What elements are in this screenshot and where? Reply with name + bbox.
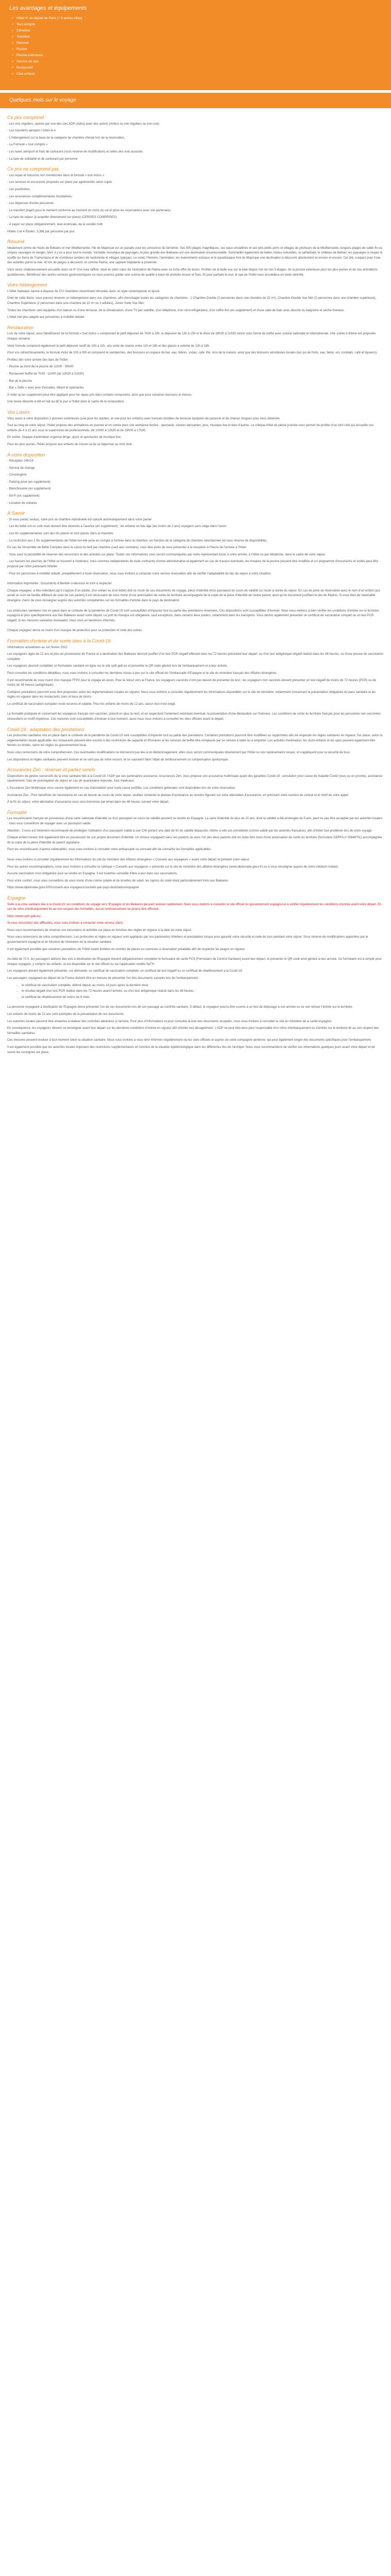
paragraph: - Les lits bébé ont un coût mais doivent être réservés à l'avance (en supplément) ; les enfants en bas âge (les moins de 2 ans) voyagent sans siège dans l'avion xyxy=(7,525,226,529)
advantages-panel xyxy=(0,0,391,90)
content-section xyxy=(7,625,384,634)
paragraph: - Pour les personnes à mobilité réduite, préalablement à toute réservation, nous vous invitons à contacter notre service réservation afin de vérifier l'adaptabilité du lieu de séjour à votre situation. xyxy=(7,572,272,575)
paragraph: - Restaurant buffet de 7h30 - 11h00 (de 13h30 à 21h30) xyxy=(7,372,84,376)
paragraph: Les dispositions et règles sanitaires peuvent évoluer et ne sont pas de notre ressort, et ne sauraient faire l'objet de remboursement ou compensation quelconque. xyxy=(7,758,229,761)
paragraph: Les enfants de moins de 12 ans sont exemptés de la présentation de ces documents. xyxy=(7,1013,125,1016)
paragraph: Pour consulter les conditions détaillées, nous vous invitons à consulter les dernières mises à jour sur le site officiel de l'Ambassade d'Espagne et le site du ministère français des Affaires étrangères. xyxy=(7,671,278,675)
paragraph: Idéalement (entre de Hauts de Bobains et mer Méditerranée, l'île de Majorque est un paradis pour les amoureux du farniente. Ses 500 plages magnifiques, ses eaux cristallines et ses jolis petits ports et villages de pêcheurs de la Méditerranée, longues plages de sable fin ou criques sauvages et vierges, bref, il y en a pour tout le monde. Véritable mosaïque de paysages, la plus grande des Baléares est une destination incontournable. Sommeiller également de belles visites culturelles, la cathédrale, le château de Bellver, les paysages à couper le souffle du Serra de Tramuntana et de nombreux sentiers de randonnée et villages typiques. Le soleil, l'histoire, l'animation, les événements estivaux et le paradisiaque font de Majorque une destination à découvrir absolument et encore et encore. Cet été, craquez pour l'une des activités parmi la mer, 40 km de plages à découvrir, et comme Palma, une capitale trépidante à proximité. xyxy=(7,246,383,265)
advantage-item: ✓ Tout compris xyxy=(11,22,384,28)
warning-paragraph: Si vous rencontrez des difficultés, nous vous invitons à contacter notre service client. xyxy=(7,922,124,925)
paragraph: L'hôtel met peu adapté aux personnes à mobilité réduite. xyxy=(7,316,85,319)
content-section xyxy=(7,240,384,278)
paragraph: Chaque voyageur, à titre individuel (qu'il s'agisse d'un adulte, d'un enfant ou d'un bébé) doit se munir de ses documents de voyage, pièce d'identité et/ou passeport en cours de validité sur toute la durée du séjour. En cas de prise de réservation avec le nom d'un enfant (qui aurait un nom de famille différent de celui de son parent) il est nécessaire de vous munir d'une autorisation de sortie de territoire accompagnée de la copie de la pièce d'identité de l'autre parent, ainsi qu'un document justifiant le lien de filiation. Si vous êtes de nationalité étrangère, merci de vous renseigner auprès des autorités compétentes sur les formalités d'entrée dans le pays de destination. xyxy=(7,589,380,602)
paragraph: - Les vols réguliers, opérés par une des cies ADP (Adria) avec des avions (Airbus ou non réguliers ou low cost) xyxy=(7,122,159,126)
bullet-item: • le certificat de rétablissement de moins de 6 mois. xyxy=(22,995,384,1001)
paragraph: - Bar de la piscine xyxy=(7,379,32,383)
paragraph: Les voyageurs âgés de 12 ans et plus en provenance de France et à destination des Baléares devront justifier d'un test PCR négatif effectué dans les 72 heures précédant leur départ, ou d'un test antigénique négatif réalisé dans les 48 heures, ou d'une preuve de vaccination complète. xyxy=(7,653,384,661)
section-heading: Assurances Zen : réserver et partez serein xyxy=(7,767,95,773)
paragraph: - Les lits supplémentaires sont des lits pliants et sont placés dans la chambre xyxy=(7,532,113,536)
paragraph: Vous aurez à votre disposition 2 piscines extérieures (une pour les adultes, et une pour les enfants) avec transats bordées de terrasse équipées de parasols et de chaises longues pour vous détendre. xyxy=(7,417,281,420)
paragraph: - Les repas et boissons non mentionnés dans la formule « tout inclus » xyxy=(7,174,104,177)
content-section xyxy=(7,167,384,234)
paragraph: Chaque enfant mineur doit également être en possession de son propre document d'identité. Un mineur voyageant sans ses parents ou avec l'un des deux parents doit en outre être muni d'une autorisation de sortie du territoire (formulaire CERFA n°15646*01) accompagnée de la copie de la pièce d'identité du parent signataire. xyxy=(7,836,382,844)
advantage-item: ✓ Piscine xyxy=(11,46,384,53)
paragraph: Pour les ressortissants d'autres nationalités, nous vous invitons à consulter votre ambassade ou consulat afin de connaître les formalités applicables. xyxy=(7,848,212,852)
advantage-item: ✓ Restaurant xyxy=(11,65,384,71)
paragraph: - Le transfert (trajet) pour le moment conforme au moment du choix du vol et prise les réservations avec son partenaire, xyxy=(7,209,171,212)
advantage-item: ✓ Transfert xyxy=(11,34,384,40)
paragraph: - Service de change xyxy=(7,466,35,470)
advantage-item: ✓ Pension xyxy=(11,40,384,46)
paragraph: - Les assurances complémentaires facultatives, xyxy=(7,195,73,198)
paragraph: - La taxe de solidarité et de carburant par personne xyxy=(7,157,78,161)
paragraph: Assistance Zen : Pour bénéficier de l'assistance en cas de besoin au cours de votre séjour, veuillez contacter le plateau d'assistance au numéro figurant sur votre attestation d'assurance, en précisant votre numéro de contrat et le motif de votre appel. xyxy=(7,793,349,797)
paragraph: - À payer sur place obligatoirement, taxe écolocale, de la société mdit xyxy=(7,223,103,226)
content-section xyxy=(7,896,384,952)
paragraph: Il est également possible que certaines prestations de l'hôtel soient limitées en nombre de places ou soumises à réservation préalable afin de respecter les jauges en vigueur. xyxy=(7,947,246,951)
paragraph: Hôtels 3 et 4 Étoiles: 3,39€ par personne par jour xyxy=(7,230,75,233)
paragraph: Ces mesures peuvent évoluer à tout moment selon la situation sanitaire. Nous vous invitons à vous tenir informés régulièrement via les sites officiels et auprès de votre compagnie aérienne, qui peut également exiger des documents spécifiques pour l'embarquement. xyxy=(7,1039,372,1042)
paragraph: En soirée, l'équipe d'animation organise bingo, quizz et spectacles de musique live. xyxy=(7,436,122,439)
paragraph: Aucune vaccination n'est obligatoire pour se rendre en Espagne. Il est toutefois conseillé d'être à jour dans ses vaccinations. xyxy=(7,872,178,876)
content-section xyxy=(7,579,384,603)
paragraph: - La Formule « tout compris » xyxy=(7,143,48,147)
content-section xyxy=(7,453,384,506)
section-heading: Espagne xyxy=(7,895,26,901)
paragraph: En cas de l'ensemble de Bébé Comptés dans le calcul du tarif par chambre (sauf avis contraire), vous êtes priés de vous présenter à la réception à l'heure de l'arrivée à l'hôtel. xyxy=(7,546,247,550)
warning-paragraph: Suite à la crise sanitaire liée à la Covid-19, les conditions de voyage vers l'Espagne et les Baléares peuvent évoluer rapidement. Nous vous invitons à consulter le site officiel du gouvernement espagnol et à vérifier régulièrement les conditions d'entrée avant votre départ. En cas de refus d'embarquement lié au non-respect des formalités, aucun remboursement ne pourra être effectué. xyxy=(7,903,382,911)
advantages-list xyxy=(9,15,384,77)
paragraph: Nous vous remercions de votre compréhension. Les protocoles et règles en vigueur sont appliqués par nos partenaires hôteliers et prestataires locaux pour garantir votre sécurité et celle de tous pendant votre séjour. Sous réserve de modifications apportées par le gouvernement espagnol et en fonction de l'évolution de la situation sanitaire. xyxy=(7,936,368,944)
content-section xyxy=(7,810,384,853)
bullet-list xyxy=(7,984,384,1001)
section-heading: À votre disposition xyxy=(7,452,45,457)
paragraph: https://www.diplomatie.gouv.fr/fr/conseils-aux-voyageurs/conseils-par-pays-destination/espagne/ xyxy=(7,886,139,890)
paragraph: - Conciergerie xyxy=(7,473,27,477)
paragraph: - Les services et excursions proposés sur place par agrémentés selon sujets xyxy=(7,181,112,184)
section-heading: Résumé xyxy=(7,239,25,245)
section-heading: Formalité xyxy=(7,809,27,815)
paragraph: Les passagers voyageant au départ de la France doivent être en mesure de présenter l'un des documents suivants lors de l'embarquement : xyxy=(7,977,200,980)
paragraph: Lors de votre séjour, vous bénéficierez de la formule « tout inclus » comprenant le petit déjeuner de 7h30 à 10h, le déjeuner de 13h à 15h et le dîner de 19h30 à 21h30 servis sous forme de buffet avec cuisine nationale et internationale. Une soirée à thème est proposée chaque semaine. xyxy=(7,332,376,341)
paragraph: - Les transferts aéroport / hôtel et A xyxy=(7,129,56,133)
paragraph: - Les bassins les piscines de l'hôtel se trouvent à l'extérieur, nous sommes indépendants de toute contrainte d'ordre administrative et également en cas de travaux éventuels, les horaires de la piscine peuvent être modifiés et un programme d'excursions et visites peut être proposé par notre partenaire hôtelier. xyxy=(7,560,379,568)
paragraph: Dispositions de gestes successifs de la crise sanitaire liée à la Covid-19, l'ADP par ses partenaires assurance, Assurances Zen, vous propose une assurance multirisque ayant des garanties Covid-19 : annulation pour cause de maladie Covid (vous ou un proche), assistance rapatriement, frais de prolongation de séjour en cas de quarantaine imposée, frais médicaux. xyxy=(7,774,383,783)
paragraph: - Réception 24h/24 xyxy=(7,460,34,463)
paragraph: Doté de cette literie, vous pouvez réserver un hébergement dans nos chambres, afin d'envisager toutes les catégories de chambres : 1 Chambre Double (2 personnes dans une chambre de 22 m²), Chambre Double Vue Mer (2 personnes dans une chambre supérieure), Chambre Supérieure (2 personnes dans une chambre de 22 m² ou 3 adultes), Junior Suite Vue Mer. xyxy=(7,297,377,306)
paragraph: - Piscine au bord de la piscine de 11h00 - 00h00 xyxy=(7,365,74,369)
content-section xyxy=(7,1002,384,1055)
paragraph: Nous vous remercions de votre compréhension. Ces éventuelles modifications ne donneront pas lieu à un dédommagement, elles vous seront communiquées directement par l'hôtel ou nos représentants locaux, et s'appliquent pour la sécurité de tous. xyxy=(7,751,351,755)
content-section xyxy=(7,709,384,722)
content-section xyxy=(7,954,384,1000)
paragraph: À la fin du séjour, votre attestation d'assurance vous sera transmise par email dans les 48 heures suivant votre départ. xyxy=(7,801,170,804)
paragraph: - L'hébergement sur la base de la catégorie de chambre choisie lors de la réservation, xyxy=(7,136,125,140)
content-section xyxy=(7,727,384,763)
content-section xyxy=(7,326,384,405)
paragraph: Pour votre confort, nous vous conseillons de vous munir d'une crème solaire et de lunettes de soleil, les rayons du soleil étant particulièrement forts aux Baléares. xyxy=(7,879,229,883)
content-section xyxy=(7,606,384,624)
paragraph: La formalité pratiquée et concernant les voyageurs français non vaccinés, prévoit en plus du test, et en respectant l'isolement volontaire éventuel, la présentation d'une déclaration sur l'honneur. Les conditions de sortie du territoire français pour les personnes non vaccinées nécessitent un motif impérieux. Ces mesures sont susceptibles d'évoluer à tout moment, aussi nous vous invitons à consulter les sites officiels avant le départ. xyxy=(7,713,381,721)
paragraph: - La taxe de séjour (à acquitter directement sur place) (CERISES COMPRISES) xyxy=(7,216,117,219)
advantage-item: ✓ Piscine extérieure xyxy=(11,53,384,59)
paragraph: - La restriction aux 2 lits supplémentaires de l'hôtel est-elle prise en compte à l'entrée dans la chambre, en fonction de la catégorie de chambre sélectionnée (et sous réserve de disponibilité). xyxy=(7,539,268,543)
paragraph: Attention : il vous est fortement recommandé de privilégier l'utilisation d'un passeport valide à une CNI portant une date de fin de validité dépassée, même si elle est considérée comme valide par les autorités françaises, afin d'éviter tout problème lors de votre voyage. xyxy=(7,829,373,833)
paragraph: - Bar « Sello » avec jeux d'arcades, billard et spectacles xyxy=(7,386,84,390)
paragraph: Chaque voyageur devra se munir d'un masque de protection pour sa protection et celle des autres. xyxy=(7,629,143,633)
paragraph: Certaines prestations pourront vous être proposées selon les réglementations locales en vigueur. Nous vous invitons à consulter régulièrement les informations disponibles sur le site du ministère, notamment concernant la présentation obligatoire du pass sanitaire et les règles en vigueur dans les restaurants, bars et lieux de loisirs. xyxy=(7,690,376,699)
section-heading: Formalités d'entrée et de sortie liées à la Covid-19 xyxy=(7,638,111,643)
paragraph: Il est recommandé de vous munir d'un masque FFP2 pour le voyage en avion. Pour le retour vers la France, les voyageurs vaccinés n'ont pas besoin de présenter de test ; les voyageurs non vaccinés doivent présenter un test négatif de moins de 72 heures (PCR) ou de moins de 48 heures (antigénique). xyxy=(7,679,377,687)
section-heading: À Savoir xyxy=(7,511,25,516)
paragraph: Les ressortissants français en possession d'une carte nationale d'identité ou d'un passeport en cours de validité peuvent se rendre en Espagne. La carte d'identité de plus de 10 ans, dont la validité a été prolongée de 5 ans, peut ne pas être acceptée par les autorités locales ; nous vous conseillons de voyager avec un passeport valide. xyxy=(7,817,382,825)
paragraph: Les autorités locales peuvent être amenées à réaliser des contrôles aléatoires à l'arrivée. Pour plus d'informations et pour consulter la liste des documents acceptés, nous vous invitons à consulter le site du ministère de la santé espagnol. xyxy=(7,1020,332,1023)
content-section xyxy=(7,855,384,891)
paragraph: Nous vous recommandons de réserver vos excursions et activités sur place en fonction des règles en vigueur à la date de votre séjour. xyxy=(7,928,192,932)
paragraph: Les voyageurs doivent également présenter, sur demande, un certificat de vaccination complète, un certificat de test négatif ou un certificat de rétablissement à la Covid-19. xyxy=(7,970,243,973)
paragraph: - Les dépenses d'ordre personnel, xyxy=(7,202,54,206)
paragraph: - Blanchisserie (en supplément) xyxy=(7,487,51,491)
paragraph: Vous serez chaleureusement accueillis dans ce 4* d'un luxe raffiné, situé en plein cœur de l'animation de Palma avec sa riche offre de loisirs. Profitez de la belle vue sur la baie depuis l'un de nos 5 étages, de la piscine extérieure pour les plus jeunes et de nos animations quotidiennes. Bénéficiez des autres services gastronomiques où vous pourrez goûter une cuisine de qualité à base de produits locaux et frais. Et pour parfaire le tout, le spa de l'hôtel vous accueillera en toute sérénité. xyxy=(7,268,378,277)
warning-paragraph: https://www.spth.gob.es/ xyxy=(7,914,41,918)
paragraph: Les protocoles sanitaires mis en place dans le contexte de la pandémie de Covid-19 sont susceptibles d'impacter tout ou partie des prestations. Certaines prestations pourront être modifiées ou supprimées afin de respecter les règles sanitaires en vigueur. Sur place, selon la réglementation locale applicable, les restaurants peuvent être soumis à des restrictions de capacité et d'horaires et les services de buffet être remplacés par un service à table ou à emporter. Les activités d'animation, les clubs enfants et les spas peuvent également être fermés ou limités, selon les règles du gouvernement local. xyxy=(7,734,383,748)
advantage-item: ✓ Climatisé xyxy=(11,28,384,34)
bullet-item: • le certificat de vaccination complète, délivré depuis au moins 14 jours après la dernière dose ; xyxy=(22,984,384,989)
paragraph: Les protocoles sanitaires mis en place dans le contexte de la pandémie de Covid-19 sont susceptibles d'impacter tout ou partie des prestations réservées. Ces dispositions sont susceptibles d'évoluer. Nous vous invitons à bien vérifier les conditions d'entrée sur le territoire espagnol et plus spécifiquement aux îles Baléares avant votre départ. Le port du masque est obligatoire, sauf exceptions, dans certains lieux publics, notamment dans les transports. Vous devrez également présenter un certificat de vaccination complet ou un test PCR négatif. Si les mesures sanitaires évoluaient, nous vous en tiendrions informés. xyxy=(7,609,379,622)
paragraph: En conséquence, les voyageurs doivent se renseigner avant leur départ sur les dernières conditions d'entrée en vigueur afin d'éviter tout désagrément. L'ADP ne peut être tenu pour responsable d'un refus d'embarquement ou d'entrée sur le territoire lié au non-respect des formalités sanitaires. xyxy=(7,1027,379,1035)
paragraph: Il est également possible que les autorités locales imposent des restrictions supplémentaires en fonction de la situation épidémiologique dans les différentes îles de l'archipel. Nous vous recommandons de vérifier ces informations quelques jours avant votre départ et de suivre les consignes sur place. xyxy=(7,1045,375,1054)
section-heading: Ce prix ne comprend pas xyxy=(7,166,59,172)
paragraph: Le certificat de vaccination européen reste reconnu et valable. Pour les enfants de moins de 12 ans, aucun test n'est exigé. xyxy=(7,702,176,706)
paragraph: Information importante : Documents d'identité ci-dessous et sont à respecter xyxy=(7,582,112,586)
paragraph: - Parking privé (en supplément) xyxy=(7,480,51,484)
paragraph: Nous vous invitons à consulter régulièrement les informations du site du ministère des Affaires étrangères « Conseils aux voyageurs » avant votre départ et pendant votre séjour. xyxy=(7,858,250,861)
section-heading: Covid-19 : adaptation des prestations xyxy=(7,726,85,732)
content-section xyxy=(7,410,384,448)
paragraph: Toutes les chambres sont équipées d'un balcon ou d'une terrasse, de la climatisation, d'une TV par satellite, d'un téléphone, d'un mini-réfrigérateur, d'un coffre-fort (en supplément) et d'une salle de bain avec douche ou baignoire et sèche-cheveux. xyxy=(7,309,345,312)
paragraph: La personne voyageant à destination de l'Espagne devra présenter l'un de ces documents lors de son passage au contrôle sanitaire. À défaut, le voyageur pourra être soumis à un test de dépistage à son arrivée ou se voir refuser l'entrée sur le territoire. xyxy=(7,1006,353,1009)
paragraph: - Location de voitures xyxy=(7,501,37,505)
paragraph: À noter qu'un supplément peut être appliqué pour les repas pris dans certains restaurants, ainsi que pour certaines boissons et menus. xyxy=(7,393,192,397)
content-section xyxy=(7,115,384,162)
content-section xyxy=(7,283,384,320)
content-section xyxy=(7,511,384,577)
paragraph: Votre formule comprend également le petit déjeuner tardif de 10h à 11h, une sorte de snacks entre 11h et 18h et des glaces à volonté de 12h à 18h. xyxy=(7,344,210,348)
paragraph: - Si vous partez seul(e), votre prix se chambre individuelle est calculé automatiquement dans votre panier xyxy=(7,518,152,521)
paragraph: - Les taxes aéroport et frais de carburant (sous réserve de modification) et celles des vols associés xyxy=(7,150,143,154)
section-heading: Restauration xyxy=(7,325,34,330)
paragraph: Les voyageurs devront compléter un formulaire sanitaire en ligne sur le site spth.gob.es et présenter le QR code généré lors de l'embarquement et à leur arrivée. xyxy=(7,665,228,668)
paragraph: L'Assurance Zen Multirisque vous couvre également en cas d'annulation pour toute cause justifiée. Les conditions générales sont disponibles lors de votre réservation. xyxy=(7,787,236,790)
paragraph: Profitez dès votre arrivée des bars de l'hôtel : xyxy=(7,358,70,362)
paragraph: Pour vos rafraîchissements, la formule inclut de 10h à 00h et comprend le sandwiches, des boissons en espace du bar, eau, bières, sodas, café, thé, vins de la maison, ainsi que des boissons alcoolisées locales (les jus de fruits, eau, bière, vin, cocktails, café et liqueurs). xyxy=(7,351,378,355)
description-content xyxy=(0,108,391,1055)
paragraph: Au-delà de 72 h, les passagers aériens des vols à destination de l'Espagne doivent obligatoirement compléter le formulaire de santé FCS (Formulario de Control Sanitario) avant leur départ, et présenter le QR code ainsi généré à leur arrivée. Ce formulaire est à remplir pour chaque voyageur, y compris les enfants, et est disponible sur le site officiel ou via l'application mobile SpTH. xyxy=(7,958,382,966)
advantages-title: Les avantages et équipements xyxy=(9,5,87,11)
content-section xyxy=(7,639,384,707)
paragraph: Informations actualisées au 1er février 2022 xyxy=(7,646,68,649)
paragraph: Tout au long de votre séjour, l'hôtel propose des animations en journée et en soirée pour une ambiance festive : spectacle, soirées dansantes, jeux, musique live et bien d'autres. Le chèque-hôtel de pleine journée vous permet de profiter d'un mini club qui accueille vos enfants de 4 à 12 ans sous la supervision de professionnels, de 10h00 à 12h30 et de 15h00 à 17h30. xyxy=(7,424,374,432)
paragraph: - Wi-Fi (en supplément) xyxy=(7,495,40,498)
section-heading: Ce prix comprend xyxy=(7,115,44,120)
section-title-bar: Quelques mots sur le voyage xyxy=(0,93,391,108)
content-section xyxy=(7,768,384,805)
paragraph: Pour les plus jeunes, l'hôtel propose aux enfants de trouver et de se dépenser au mini club. xyxy=(7,443,133,446)
advantage-item: ✓ Club enfants xyxy=(11,71,384,77)
page xyxy=(0,0,391,1055)
paragraph: L'hôtel Saboabo Jaume à dispose de 372 chambres récemment rénovées dans un style contemporain et épuré. xyxy=(7,290,160,293)
paragraph: Une tenue décente à été en fait au dit le jour à l'hôtel dans le cadre de la restauration. xyxy=(7,400,125,404)
section-heading: Vos Loisirs xyxy=(7,409,30,415)
advantage-item: ✓ Service de spa xyxy=(11,59,384,65)
bullet-item: • le résultat négatif d'un test PCR réalisé dans les 72 heures avant l'arrivée, ou d'un test antigénique réalisé dans les 48 heures ; xyxy=(22,989,384,994)
advantage-item: ✓ Hôtel 4* au départ de Paris (+ 9 autres villes) xyxy=(11,15,384,22)
paragraph: - Les pourboires, xyxy=(7,188,31,191)
paragraph: Pour les autres recommandations, nous vous invitons à consulter la rubrique « Conseils aux voyageurs » présente sur le site du ministère des affaires étrangères (www.diplomatie.gouv.fr) ou à vous renseigner auprès de votre médecin traitant. xyxy=(7,865,339,869)
paragraph: - Vous avez la possibilité de réserver des excursions et des activités sur place. Toutes ces informations vous seront communiquées par notre représentant local, à votre arrivée, à l'hôtel ou par téléphone, dans le cadre de votre séjour. xyxy=(7,553,326,556)
section-heading: Votre hébergement xyxy=(7,282,47,288)
